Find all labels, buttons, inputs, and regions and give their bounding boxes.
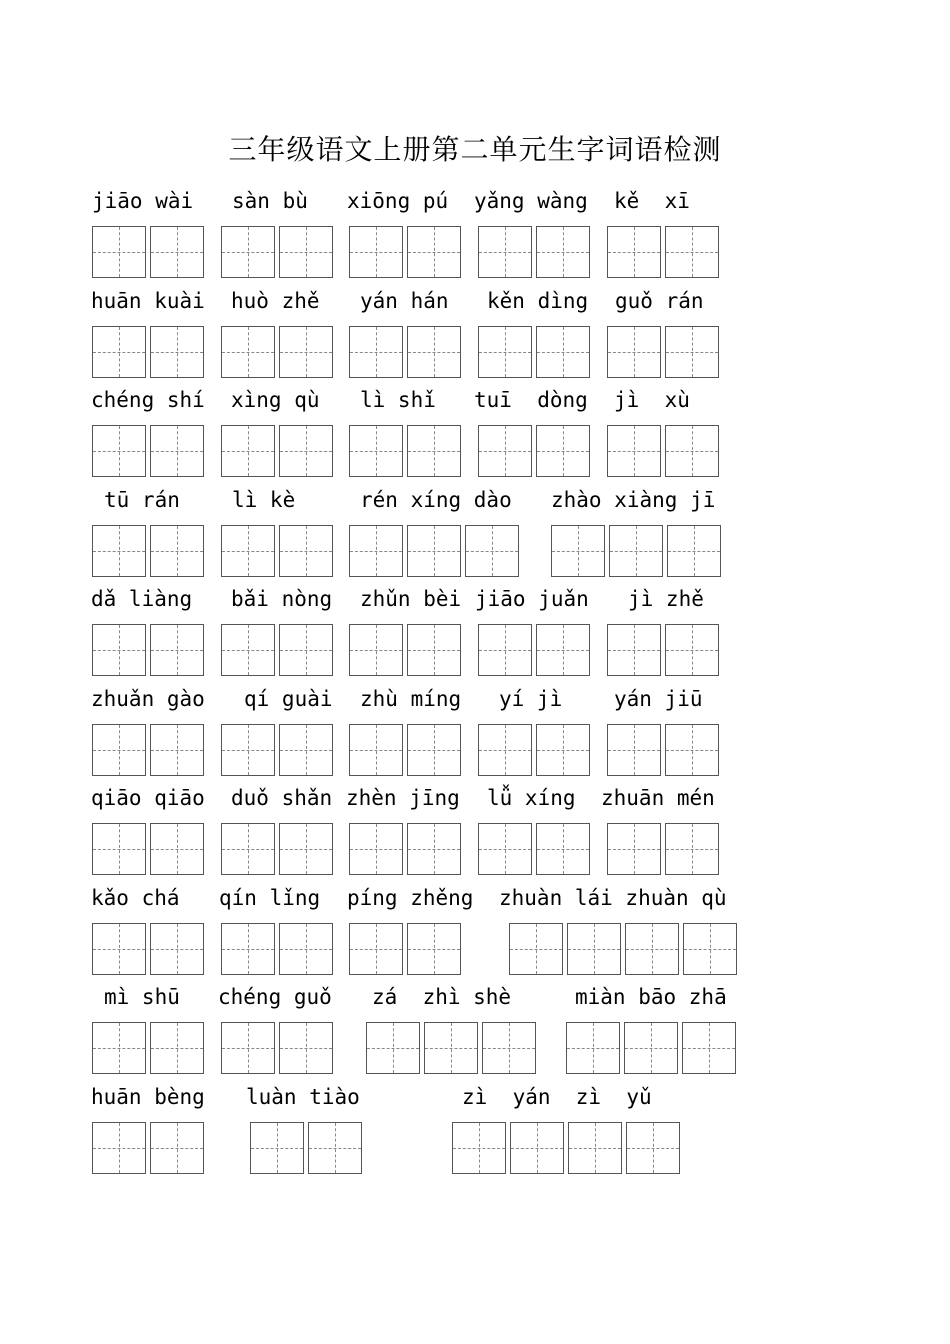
character-writing-box[interactable] [349,226,403,278]
character-writing-box[interactable] [279,226,333,278]
character-writing-box[interactable] [478,425,532,477]
character-writing-box[interactable] [682,1022,736,1074]
character-writing-box[interactable] [150,1122,204,1174]
pinyin-label: zá zhì shè [372,985,512,1009]
character-writing-box[interactable] [92,724,146,776]
pinyin-label: kěn dìng [487,288,589,313]
pinyin-label: duǒ shǎn [231,786,333,810]
pinyin-label: rén xíng dào [360,487,512,512]
vocab-row [0,1082,950,1178]
character-writing-box[interactable] [566,1022,620,1074]
pinyin-label: zhuān mén [601,786,715,810]
pinyin-label: lì shǐ [360,388,436,412]
pinyin-label: yán hán [360,288,449,313]
character-writing-box[interactable] [407,724,461,776]
character-writing-box[interactable] [536,326,590,378]
character-writing-box[interactable] [665,624,719,676]
pinyin-label: yán jiū [614,686,703,711]
vocab-row [0,982,950,1078]
character-writing-box[interactable] [221,724,275,776]
pinyin-label: tuī dòng [474,388,588,412]
character-writing-box[interactable] [665,823,719,875]
pinyin-label: zhuǎn gào [91,686,205,711]
character-writing-box[interactable] [465,525,519,577]
character-writing-box[interactable] [150,425,204,477]
character-writing-box[interactable] [424,1022,478,1074]
character-writing-box[interactable] [407,823,461,875]
character-writing-box[interactable] [478,624,532,676]
pinyin-label: mì shū [104,985,180,1009]
character-writing-box[interactable] [551,525,605,577]
vocab-row [0,883,950,979]
character-writing-box[interactable] [92,624,146,676]
character-writing-box[interactable] [665,326,719,378]
vocab-row [0,485,950,581]
pinyin-label: xiōng pú [347,189,449,213]
character-writing-box[interactable] [536,226,590,278]
character-writing-box[interactable] [536,624,590,676]
character-writing-box[interactable] [221,425,275,477]
character-writing-box[interactable] [510,1122,564,1174]
pinyin-label: sàn bù [232,189,308,213]
character-writing-box[interactable] [92,525,146,577]
character-writing-box[interactable] [607,226,661,278]
character-writing-box[interactable] [568,1122,622,1174]
character-writing-box[interactable] [279,1022,333,1074]
pinyin-label: zhèn jīng [346,786,460,810]
pinyin-label: chéng guǒ [218,985,332,1009]
character-writing-box[interactable] [349,326,403,378]
pinyin-label: zhào xiàng jī [551,487,716,512]
character-writing-box[interactable] [407,326,461,378]
character-writing-box[interactable] [250,1122,304,1174]
pinyin-label: yí jì [499,686,563,711]
character-writing-box[interactable] [279,425,333,477]
character-writing-box[interactable] [665,226,719,278]
character-writing-box[interactable] [221,226,275,278]
character-writing-box[interactable] [407,923,461,975]
character-writing-box[interactable] [366,1022,420,1074]
pinyin-label: tū rán [104,487,180,512]
vocab-row [0,186,950,282]
character-writing-box[interactable] [407,624,461,676]
character-writing-box[interactable] [482,1022,536,1074]
pinyin-label: guǒ rán [615,288,704,313]
character-writing-box[interactable] [349,525,403,577]
character-writing-box[interactable] [221,624,275,676]
character-writing-box[interactable] [607,624,661,676]
character-writing-box[interactable] [607,823,661,875]
character-writing-box[interactable] [349,624,403,676]
character-writing-box[interactable] [407,425,461,477]
character-writing-box[interactable] [536,724,590,776]
pinyin-label: chéng shí [91,388,205,412]
character-writing-box[interactable] [279,624,333,676]
pinyin-label: xìng qù [231,388,320,412]
pinyin-label: jiāo juǎn [475,587,589,611]
vocab-row [0,783,950,879]
pinyin-label: qín lǐng [219,885,321,910]
pinyin-label: huān kuài [91,288,205,313]
pinyin-label: jiāo wài [92,189,194,213]
character-writing-box[interactable] [609,525,663,577]
pinyin-label: píng zhěng [347,885,474,910]
character-writing-box[interactable] [92,226,146,278]
pinyin-label: yǎng wàng [474,189,588,213]
character-writing-box[interactable] [92,425,146,477]
character-writing-box[interactable] [150,624,204,676]
character-writing-box[interactable] [567,923,621,975]
character-writing-box[interactable] [92,1022,146,1074]
character-writing-box[interactable] [536,425,590,477]
character-writing-box[interactable] [279,326,333,378]
page-title: 三年级语文上册第二单元生字词语检测 [228,133,722,166]
character-writing-box[interactable] [626,1122,680,1174]
vocab-row [0,385,950,481]
character-writing-box[interactable] [452,1122,506,1174]
character-writing-box[interactable] [478,226,532,278]
character-writing-box[interactable] [607,724,661,776]
pinyin-label: luàn tiào [246,1084,360,1109]
pinyin-label: huān bèng [91,1084,205,1109]
character-writing-box[interactable] [478,326,532,378]
character-writing-box[interactable] [221,923,275,975]
character-writing-box[interactable] [665,425,719,477]
character-writing-box[interactable] [349,923,403,975]
pinyin-label: kǎo chá [91,885,180,910]
character-writing-box[interactable] [509,923,563,975]
vocab-row [0,286,950,382]
character-writing-box[interactable] [279,823,333,875]
character-writing-box[interactable] [308,1122,362,1174]
character-writing-box[interactable] [150,525,204,577]
character-writing-box[interactable] [407,525,461,577]
pinyin-label: lì kè [232,487,296,512]
character-writing-box[interactable] [92,1122,146,1174]
pinyin-label: jì xù [614,388,690,412]
character-writing-box[interactable] [279,923,333,975]
character-writing-box[interactable] [150,823,204,875]
character-writing-box[interactable] [407,226,461,278]
pinyin-label: kě xī [614,189,690,213]
character-writing-box[interactable] [150,326,204,378]
character-writing-box[interactable] [92,326,146,378]
pinyin-label: lǚ xíng [487,786,576,810]
character-writing-box[interactable] [92,823,146,875]
vocab-row [0,684,950,780]
character-writing-box[interactable] [279,525,333,577]
character-writing-box[interactable] [625,923,679,975]
character-writing-box[interactable] [667,525,721,577]
pinyin-label: qí guài [244,686,333,711]
character-writing-box[interactable] [478,724,532,776]
character-writing-box[interactable] [665,724,719,776]
pinyin-label: miàn bāo zhā [575,985,727,1009]
character-writing-box[interactable] [624,1022,678,1074]
character-writing-box[interactable] [150,226,204,278]
vocab-row [0,584,950,680]
pinyin-label: zì yán zì yǔ [462,1084,652,1109]
pinyin-label: zhù míng [360,686,462,711]
character-writing-box[interactable] [349,724,403,776]
character-writing-box[interactable] [221,525,275,577]
character-writing-box[interactable] [150,1022,204,1074]
character-writing-box[interactable] [92,923,146,975]
character-writing-box[interactable] [683,923,737,975]
character-writing-box[interactable] [349,425,403,477]
character-writing-box[interactable] [607,425,661,477]
pinyin-label: zhǔn bèi [360,587,462,611]
character-writing-box[interactable] [478,823,532,875]
character-writing-box[interactable] [150,724,204,776]
pinyin-label: qiāo qiāo [91,786,205,810]
character-writing-box[interactable] [279,724,333,776]
pinyin-label: huò zhě [231,288,320,313]
character-writing-box[interactable] [349,823,403,875]
pinyin-label: zhuàn lái zhuàn qù [499,885,727,910]
character-writing-box[interactable] [607,326,661,378]
pinyin-label: jì zhě [628,587,704,611]
character-writing-box[interactable] [150,923,204,975]
pinyin-label: bǎi nòng [231,587,333,611]
pinyin-label: dǎ liàng [91,587,193,611]
character-writing-box[interactable] [221,823,275,875]
character-writing-box[interactable] [221,1022,275,1074]
character-writing-box[interactable] [221,326,275,378]
character-writing-box[interactable] [536,823,590,875]
